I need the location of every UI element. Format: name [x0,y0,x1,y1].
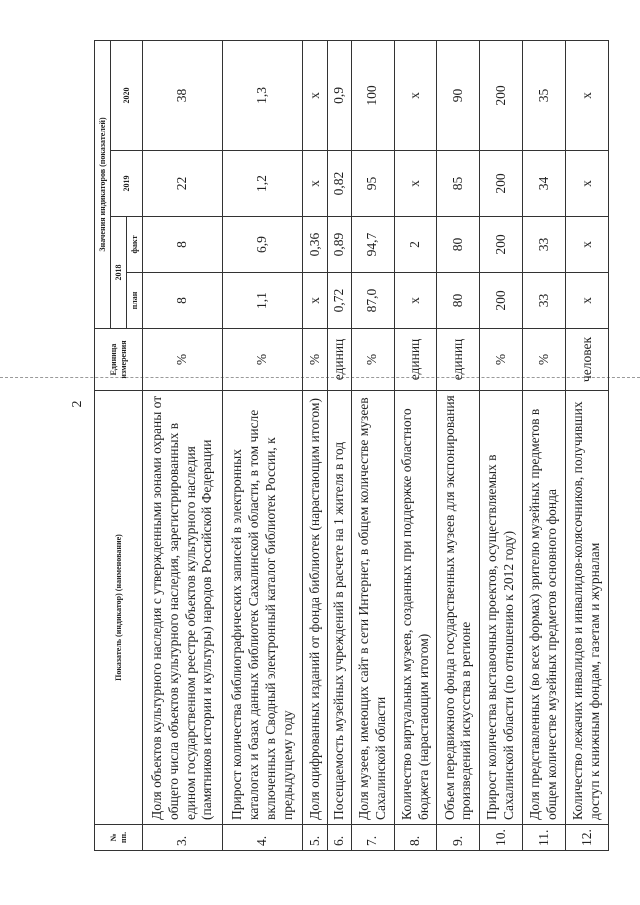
row-fact-2018: 94,7 [351,217,394,273]
row-indicator-name: Доля оцифрованных изданий от фонда библиотек (нарастающим итогом) [303,391,327,825]
row-indicator-name: Количество виртуальных музеев, созданных при поддержке областного бюджета (нарастающим итогом) [394,391,437,825]
row-number: 5. [303,825,327,851]
row-fact-2018: 2 [394,217,437,273]
row-plan-2018: 8 [143,273,223,329]
row-indicator-name: Количество лежачих инвалидов и инвалидов-колясочников, получивших доступ к книжным фондам, газетам и журналам [566,391,609,825]
table-row [394,40,437,850]
row-number: 8. [394,825,437,851]
header-year-2020: 2020 [111,40,143,150]
row-value-2019: 85 [437,151,480,217]
row-fact-2018: х [566,217,609,273]
row-indicator-name: Прирост количества выставочных проектов, осуществляемых в Сахалинской области (по отношению к 2012 году) [480,391,523,825]
row-value-2020: 90 [437,40,480,150]
row-unit: единиц [327,329,351,391]
row-indicator-name: Объем передвижного фонда государственных музеев для экспонирования произведений искусства в регионе [437,391,480,825]
row-value-2020: 100 [351,40,394,150]
row-value-2019: 34 [523,151,566,217]
header-values-group: Значения индикаторов (показателей) [95,40,111,328]
row-unit: единиц [437,329,480,391]
row-value-2019: 1,2 [223,151,303,217]
row-unit: единиц [394,329,437,391]
row-value-2020: 0,9 [327,40,351,150]
rotated-table-container [94,41,609,851]
row-value-2020: 35 [523,40,566,150]
row-value-2020: х [566,40,609,150]
row-fact-2018: 0,89 [327,217,351,273]
row-plan-2018: х [303,273,327,329]
row-indicator-name: Доля музеев, имеющих сайт в сети Интернет, в общем количестве музеев Сахалинской области [351,391,394,825]
header-indicator: Показатель (индикатор) (наименование) [95,391,143,825]
table-row [351,40,394,850]
row-number: 7. [351,825,394,851]
indicators-table [94,40,609,851]
table-row [223,40,303,850]
table-row [303,40,327,850]
row-unit: % [223,329,303,391]
row-plan-2018: х [566,273,609,329]
row-value-2019: 200 [480,151,523,217]
table-row [437,40,480,850]
table-row [143,40,223,850]
table-row [327,40,351,850]
row-value-2019: 22 [143,151,223,217]
header-fact: факт [127,217,143,273]
row-unit: % [143,329,223,391]
row-number: 12. [566,825,609,851]
row-unit: % [523,329,566,391]
page-number: 2 [70,400,85,408]
row-plan-2018: 200 [480,273,523,329]
row-indicator-name: Посещаемость музейных учреждений в расчете на 1 жителя в год [327,391,351,825]
row-fact-2018: 33 [523,217,566,273]
row-fact-2018: 200 [480,217,523,273]
row-value-2019: х [566,151,609,217]
table-row [523,40,566,850]
row-value-2019: х [303,151,327,217]
row-value-2020: 38 [143,40,223,150]
row-value-2019: 95 [351,151,394,217]
row-plan-2018: 33 [523,273,566,329]
row-plan-2018: х [394,273,437,329]
row-fact-2018: 8 [143,217,223,273]
row-plan-2018: 87,0 [351,273,394,329]
row-fact-2018: 80 [437,217,480,273]
row-value-2019: 0,82 [327,151,351,217]
row-plan-2018: 0,72 [327,273,351,329]
row-indicator-name: Прирост количества библиографических записей в электронных каталогах и базах данных библиотек Сахалинской области, в том числе включенных в Сводный электронный каталог библиотек России, к предыдущему году [223,391,303,825]
row-fact-2018: 6,9 [223,217,303,273]
row-unit: % [480,329,523,391]
table-row [480,40,523,850]
header-number: № пп. [95,825,143,851]
header-year-2018: 2018 [111,217,127,329]
header-plan: план [127,273,143,329]
row-unit: % [351,329,394,391]
row-number: 11. [523,825,566,851]
row-value-2019: х [394,151,437,217]
row-number: 4. [223,825,303,851]
row-value-2020: 1,3 [223,40,303,150]
row-number: 10. [480,825,523,851]
row-value-2020: х [394,40,437,150]
row-indicator-name: Доля представленных (во всех формах) зрителю музейных предметов в общем количестве музейных предметов основного фонда [523,391,566,825]
row-indicator-name: Доля объектов культурного наследия с утвержденными зонами охраны от общего числа объектов культурного наследия, зарегистрированных в едином государственном реестре объектов культурного наследия (памятников истории и культуры) народов Российской Федерации [143,391,223,825]
row-number: 9. [437,825,480,851]
row-value-2020: 200 [480,40,523,150]
header-unit: Единица измерения [95,329,143,391]
row-number: 6. [327,825,351,851]
row-value-2020: х [303,40,327,150]
row-unit: человек [566,329,609,391]
row-number: 3. [143,825,223,851]
row-unit: % [303,329,327,391]
row-plan-2018: 1,1 [223,273,303,329]
row-fact-2018: 0,36 [303,217,327,273]
header-year-2019: 2019 [111,151,143,217]
row-plan-2018: 80 [437,273,480,329]
table-row [566,40,609,850]
